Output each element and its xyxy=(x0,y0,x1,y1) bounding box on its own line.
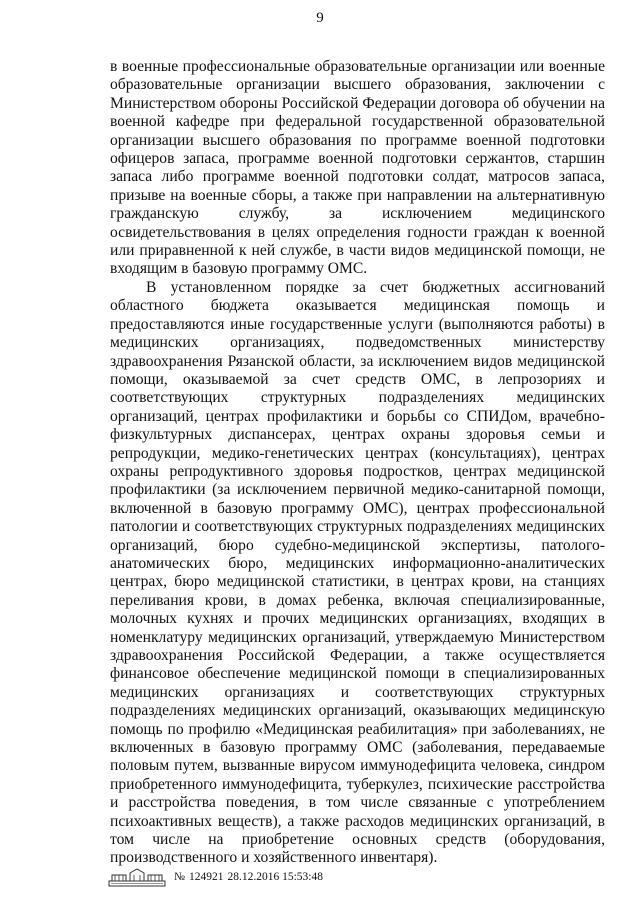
page-number: 9 xyxy=(316,10,324,26)
stamp-text xyxy=(174,871,323,883)
document-body xyxy=(110,58,605,868)
building-stamp-icon xyxy=(108,867,166,887)
paragraph-2: В установленном порядке за счет бюджетных ассигнований областного бюджета оказывается медицинская помощь и предоставляются иные государственные услуги (выполняются работы) в медицинских организациях, подведомственных министерству здравоохранения Рязанской области, за исключением видов медицинской помощи, оказываемой за счет средств ОМС, в лепрозориях и соответствующих структурных подразделениях медицинских организаций, центрах профилактики и борьбы со СПИДом, врачебно-физкультурных диспансерах, центрах охраны здоровья семьи и репродукции, медико-генетических центрах (консультациях), центрах охраны репродуктивного здоровья подростков, центрах медицинской профилактики (за исключением первичной медико-санитарной помощи, включенной в базовую программу ОМС), центрах профессиональной патологии и соответствующих структурных подразделениях медицинских организаций, бюро судебно-медицинской экспертизы, патолого-анатомических бюро, медицинских информационно-аналитических центрах, бюро медицинской статистики, в центрах крови, на станциях переливания крови, в домах ребенка, включая специализированные, молочных кухнях и прочих медицинских организациях, входящих в номенклатуру медицинских организаций, утверждаемую Министерством здравоохранения Российской Федерации, а также осуществляется финансовое обеспечение медицинской помощи в специализированных медицинских организациях и соответствующих структурных подразделениях медицинских организаций, оказывающих медицинскую помощь по профилю «Медицинская реабилитация» при заболеваниях, не включенных в базовую программу ОМС (заболевания, передаваемые половым путем, вызванные вирусом иммунодефицита человека, синдром приобретенного иммунодефицита, туберкулез, психические расстройства и расстройства поведения, в том числе связанные с употреблением психоактивных веществ), а также расходов медицинских организаций, в том числе на приобретение основных средств (оборудования, производственного и хозяйственного инвентаря). xyxy=(110,278,605,867)
number-sign: № xyxy=(174,871,185,883)
registration-stamp xyxy=(108,866,323,888)
doc-number: 124921 xyxy=(188,871,224,883)
stamp-datetime: 28.12.2016 15:53:48 xyxy=(227,871,323,883)
paragraph-1: в военные профессиональные образовательные организации или военные образовательные организации высшего образования, заключении с Министерством обороны Российской Федерации договора об обучении на военной кафедре при федеральной государственной образовательной организации высшего образования по программе военной подготовки офицеров запаса, программе военной подготовки сержантов, старшин запаса либо программе военной подготовки солдат, матросов запаса, призыве на военные сборы, а также при направлении на альтернативную гражданскую службу, за исключением медицинского освидетельствования в целях определения годности граждан к военной или приравненной к ней службе, в части видов медицинской помощи, не входящим в базовую программу ОМС. xyxy=(110,58,605,278)
